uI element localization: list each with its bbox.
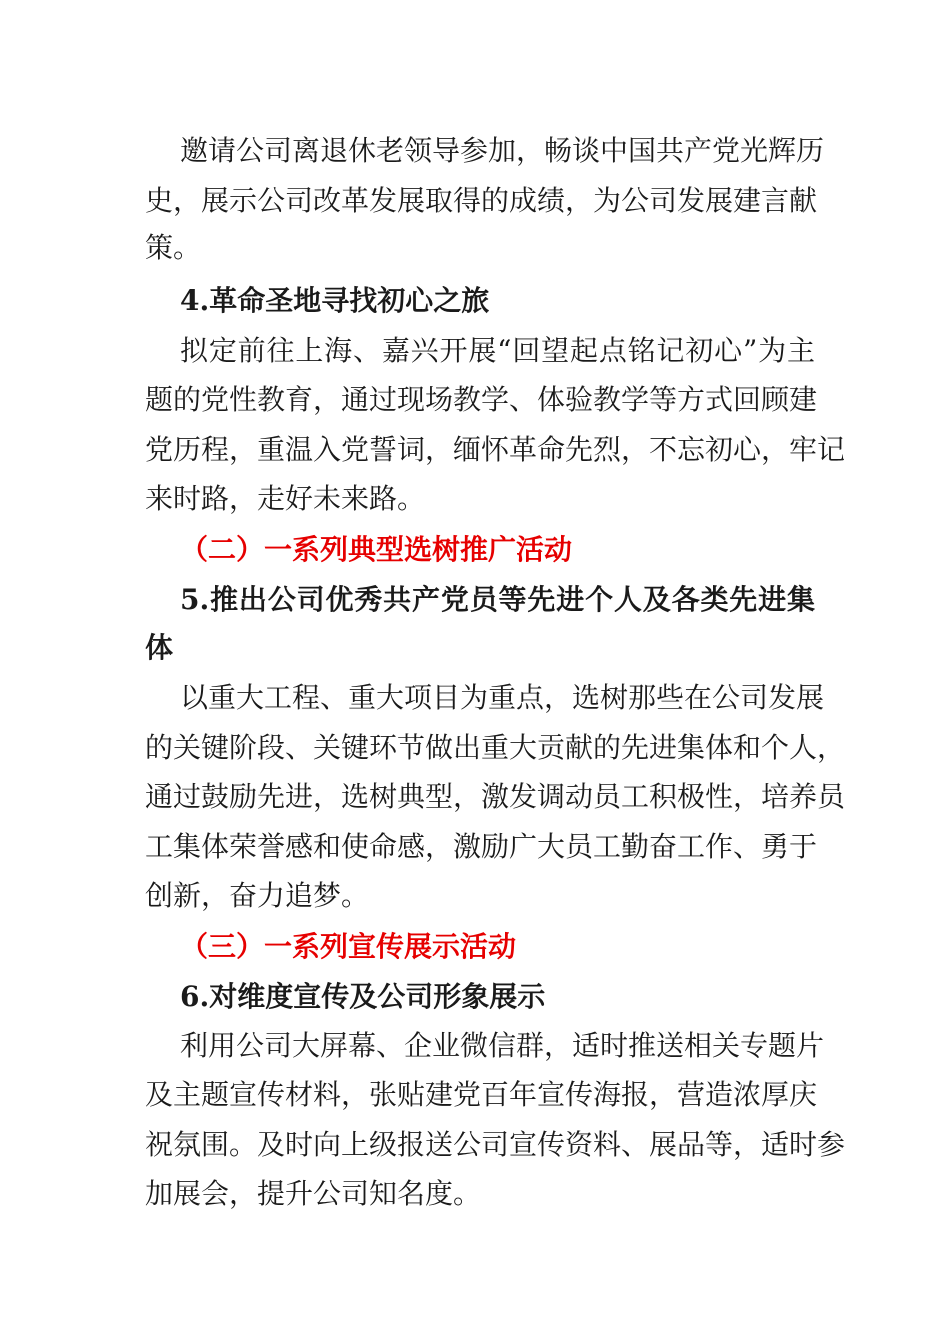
paragraph-line: 通过鼓励先进，选树典型，激发调动员工积极性，培养员: [145, 780, 846, 813]
paragraph-line: 策。: [145, 231, 202, 264]
paragraph-line: 祝氛围。及时向上级报送公司宣传资料、展品等，适时参: [145, 1128, 846, 1161]
paragraph-line: 以重大工程、重大项目为重点，选树那些在公司发展: [180, 681, 825, 714]
item-heading: 4.革命圣地寻找初心之旅: [180, 284, 490, 317]
paragraph-line: 的关键阶段、关键环节做出重大贡献的先进集体和个人，: [145, 731, 846, 764]
item-heading: 5.推出公司优秀共产党员等先进个人及各类先进集: [180, 583, 815, 616]
paragraph-line: 创新，奋力追梦。: [145, 879, 370, 912]
paragraph-line: 邀请公司离退休老领导参加，畅谈中国共产党光辉历: [180, 134, 825, 167]
paragraph-line: 加展会，提升公司知名度。: [145, 1177, 482, 1210]
paragraph-line: 拟定前往上海、嘉兴开展“回望起点铭记初心”为主: [180, 334, 815, 367]
paragraph-line: 来时路，走好未来路。: [145, 482, 426, 515]
item-heading: 体: [145, 631, 174, 664]
paragraph-line: 利用公司大屏幕、企业微信群，适时推送相关专题片: [180, 1029, 825, 1062]
paragraph-line: 及主题宣传材料，张贴建党百年宣传海报，营造浓厚庆: [145, 1078, 818, 1111]
paragraph-line: 工集体荣誉感和使命感，激励广大员工勤奋工作、勇于: [145, 830, 818, 863]
item-heading: 6.对维度宣传及公司形象展示: [180, 980, 546, 1013]
paragraph-line: 史，展示公司改革发展取得的成绩，为公司发展建言献: [145, 184, 818, 217]
section-heading: （二）一系列典型选树推广活动: [180, 533, 573, 566]
paragraph-line: 题的党性教育，通过现场教学、体验教学等方式回顾建: [145, 383, 818, 416]
section-heading: （三）一系列宣传展示活动: [180, 930, 517, 963]
paragraph-line: 党历程，重温入党誓词，缅怀革命先烈，不忘初心，牢记: [145, 433, 846, 466]
